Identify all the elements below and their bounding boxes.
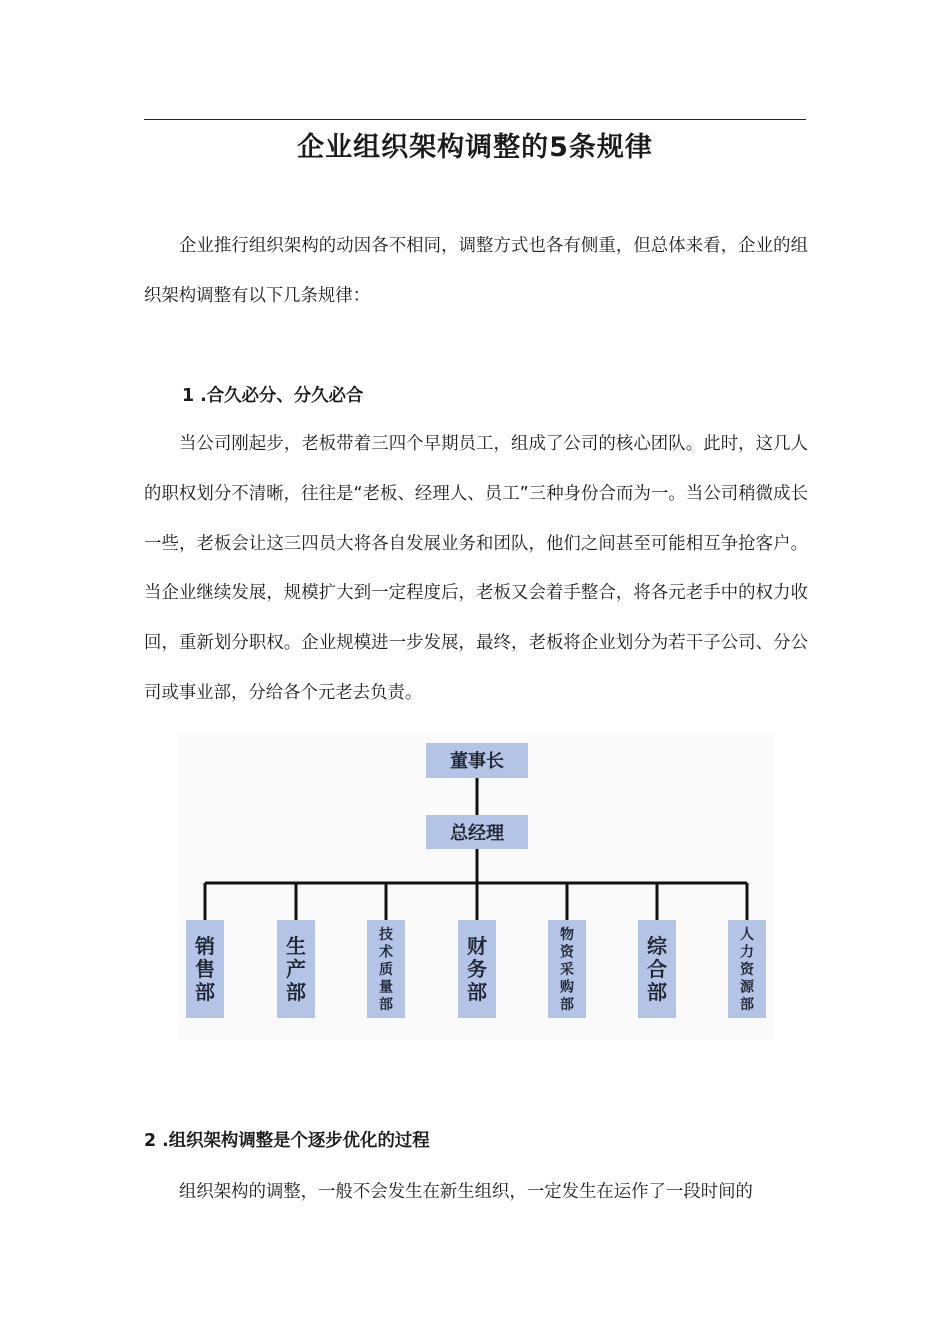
department-label-char: 销	[195, 934, 215, 959]
department-label-char: 合	[647, 957, 667, 982]
section-2-heading: 2 .组织架构调整是个逐步优化的过程	[144, 1131, 430, 1151]
department-label-char: 购	[560, 979, 574, 996]
department-label-char: 量	[379, 979, 393, 996]
department-label-char: 质	[379, 962, 393, 979]
department-label	[286, 934, 306, 1004]
section-2-body: 组织架构的调整，一般不会发生在新生组织，一定发生在运作了一段时间的	[179, 1182, 753, 1202]
department-label	[467, 934, 487, 1004]
department-label-char: 资	[740, 962, 754, 979]
department-label-char: 技	[379, 927, 393, 944]
department-label	[195, 934, 215, 1004]
department-label-char: 务	[467, 957, 487, 982]
section-1-heading: 1 .合久必分、分久必合	[182, 386, 364, 406]
department-label	[647, 934, 668, 1004]
department-label-char: 物	[560, 927, 574, 944]
department-label-char: 售	[195, 957, 215, 982]
department-label-char: 采	[560, 962, 574, 979]
department-label-char: 源	[740, 979, 754, 996]
department-label-char: 部	[379, 997, 393, 1014]
department-label-char: 部	[286, 980, 306, 1005]
department-label-char: 力	[740, 944, 754, 961]
top-rule	[144, 119, 806, 120]
department-label-char: 术	[379, 944, 393, 961]
department-label-char: 财	[467, 934, 487, 959]
department-label-char: 部	[195, 980, 215, 1005]
department-label-char: 资	[560, 944, 574, 961]
department-label-char: 产	[286, 957, 306, 982]
box-general-manager-label: 总经理	[450, 823, 504, 844]
department-label-char: 部	[467, 980, 487, 1005]
department-label-char: 生	[286, 934, 306, 959]
org-chart	[178, 733, 774, 1040]
department-label	[378, 926, 393, 1013]
document-title: 企业组织架构调整的5条规律	[297, 132, 653, 163]
department-label	[740, 927, 755, 1013]
department-label-char: 综	[647, 934, 667, 959]
department-label-char: 人	[740, 927, 754, 944]
department-label-char: 部	[560, 997, 574, 1014]
department-label	[560, 926, 575, 1013]
department-label-char: 部	[740, 997, 754, 1014]
intro-paragraph: 企业推行组织架构的动因各不相同，调整方式也各有侧重，但总体来看，企业的组织架构调整有以下几条规律：	[144, 236, 808, 306]
department-label-char: 部	[647, 980, 667, 1005]
org-chart-svg	[178, 733, 774, 1040]
box-chairman-label: 董事长	[450, 751, 504, 772]
department-boxes	[186, 883, 766, 1018]
section-1-body: 当公司刚起步，老板带着三四个早期员工，组成了公司的核心团队。此时，这几人的职权划分不清晰，往往是“老板、经理人、员工”三种身份合而为一。当公司稍微成长一些，老板会让这三四员大将各自发展业务和团队，他们之间甚至可能相互争抢客户。当企业继续发展，规模扩大到一定程度后，老板又会着手整合，将各元老手中的权力收回，重新划分职权。企业规模进一步发展，最终，老板将企业划分为若干子公司、分公司或事业部，分给各个元老去负责。	[144, 434, 808, 703]
